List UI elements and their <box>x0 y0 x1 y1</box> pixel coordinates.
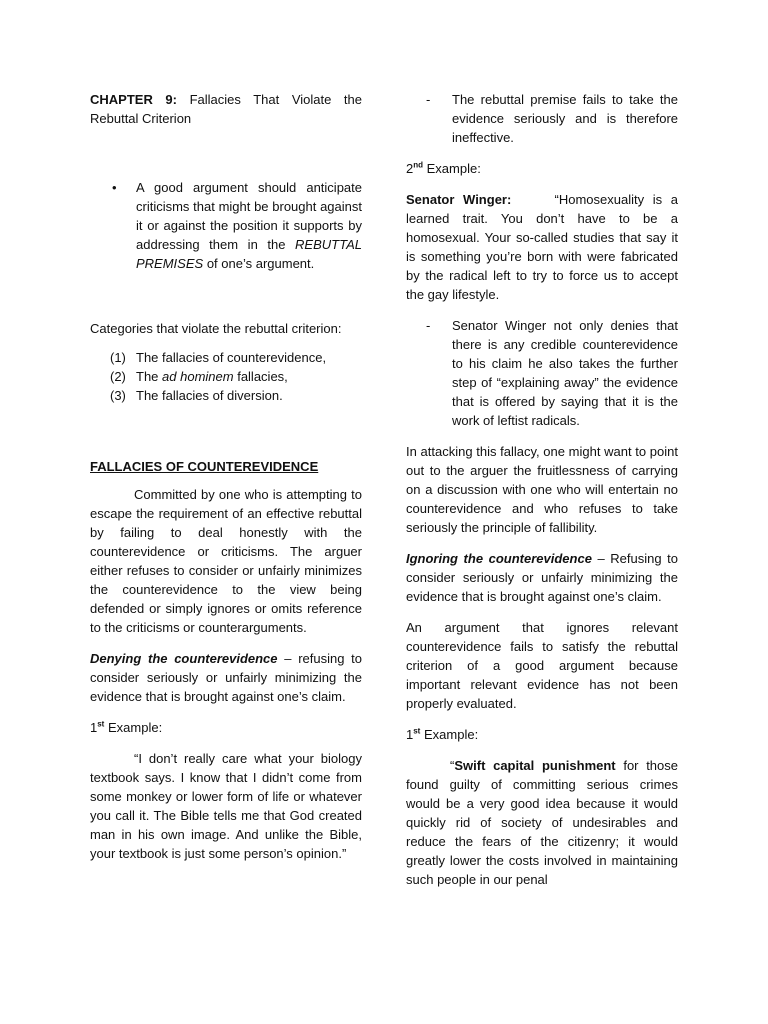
denying-definition: Denying the counterevidence – refusing to consider seriously or unfairly minimizing the evidence that is brought against one’s claim. <box>90 651 362 704</box>
example-quote: “I don’t really care what your biology textbook says. I know that I didn’t come from some monkey or lower form of life or whatever you call it. The Bible tells me that God created man in his own image. And unlike the Bible, your textbook is just some person’s opinion.” <box>90 751 362 861</box>
ignoring-definition: Ignoring the counterevidence – Refusing to consider seriously or unfairly minimizing the evidence that is brought against one’s claim. <box>406 551 678 604</box>
bullet-text: A good argument should anticipate criticisms that might be brought against it or against the position it supports by addressing them in the REBUTTAL PREMISES of one’s argument. <box>136 180 362 271</box>
chapter-title <box>90 90 362 128</box>
example-label: 2nd Example: <box>406 160 481 176</box>
ignoring-term: Ignoring the counterevidence <box>406 551 592 566</box>
dash-item: - The rebuttal premise fails to take the evidence seriously and is therefore ineffective. <box>426 92 678 145</box>
ignoring-explanation: An argument that ignores relevant counterevidence fails to satisfy the rebuttal criterion of a good argument because important relevant evidence has not been properly evaluated. <box>406 620 678 711</box>
left-column <box>90 90 362 863</box>
section-paragraph: Committed by one who is attempting to escape the requirement of an effective rebuttal by failing to deal honestly with the counterevidence or criticisms. The arguer either refuses to consider or unfairly minimizes the counterevidence to the view being defended or simply ignores or omits reference to the criticisms or counterarguments. <box>90 487 362 635</box>
chapter-name: Fallacies That Violate the Rebuttal Criterion <box>90 92 362 126</box>
section-heading: FALLACIES OF COUNTEREVIDENCE <box>90 459 319 474</box>
categories-intro: Categories that violate the rebuttal criterion: <box>90 321 342 336</box>
example-label: 1st Example: <box>406 726 479 742</box>
capital-punishment-quote: “Swift capital punishment for those found guilty of committing serious crimes would be a very good idea because it would quickly rid of society of undesirables and reduce the fears of the citizenry; it would greatly lower the costs involved in maintaining such people in our penal <box>406 758 678 887</box>
categories-list <box>90 348 362 405</box>
bullet-item <box>90 178 362 273</box>
dash-item: - Senator Winger not only denies that there is any credible counterevidence to his claim he also takes the further step of “explaining away” the evidence that is offered by saying that it is the work of leftist radicals. <box>426 318 678 428</box>
chapter-label: CHAPTER 9: <box>90 92 177 107</box>
right-column <box>406 90 678 889</box>
attack-paragraph: In attacking this fallacy, one might want to point out to the arguer the fruitlessness of carrying on a discussion with one who will entertain no counterevidence and who refuses to take seriously the principle of fallibility. <box>406 444 678 535</box>
list-item: (3) The fallacies of diversion. <box>110 388 283 403</box>
example-label: 1st Example: <box>90 719 163 735</box>
denying-term: Denying the counterevidence <box>90 651 278 666</box>
senator-quote: Senator Winger: “Homosexuality is a learned trait. You don’t have to be a homosexual. Your so-called studies that say it is something you’re born with were fabricated by the radical left to try to force us to accept the gay lifestyle. <box>406 192 678 302</box>
speaker-name: Senator Winger: <box>406 192 512 207</box>
rebuttal-premises-term: REBUTTAL PREMISES <box>136 237 362 271</box>
bullet-icon: • <box>112 180 117 195</box>
list-item: (1) The fallacies of counterevidence, <box>110 350 327 365</box>
list-item: (2) The ad hominem fallacies, <box>110 369 288 384</box>
